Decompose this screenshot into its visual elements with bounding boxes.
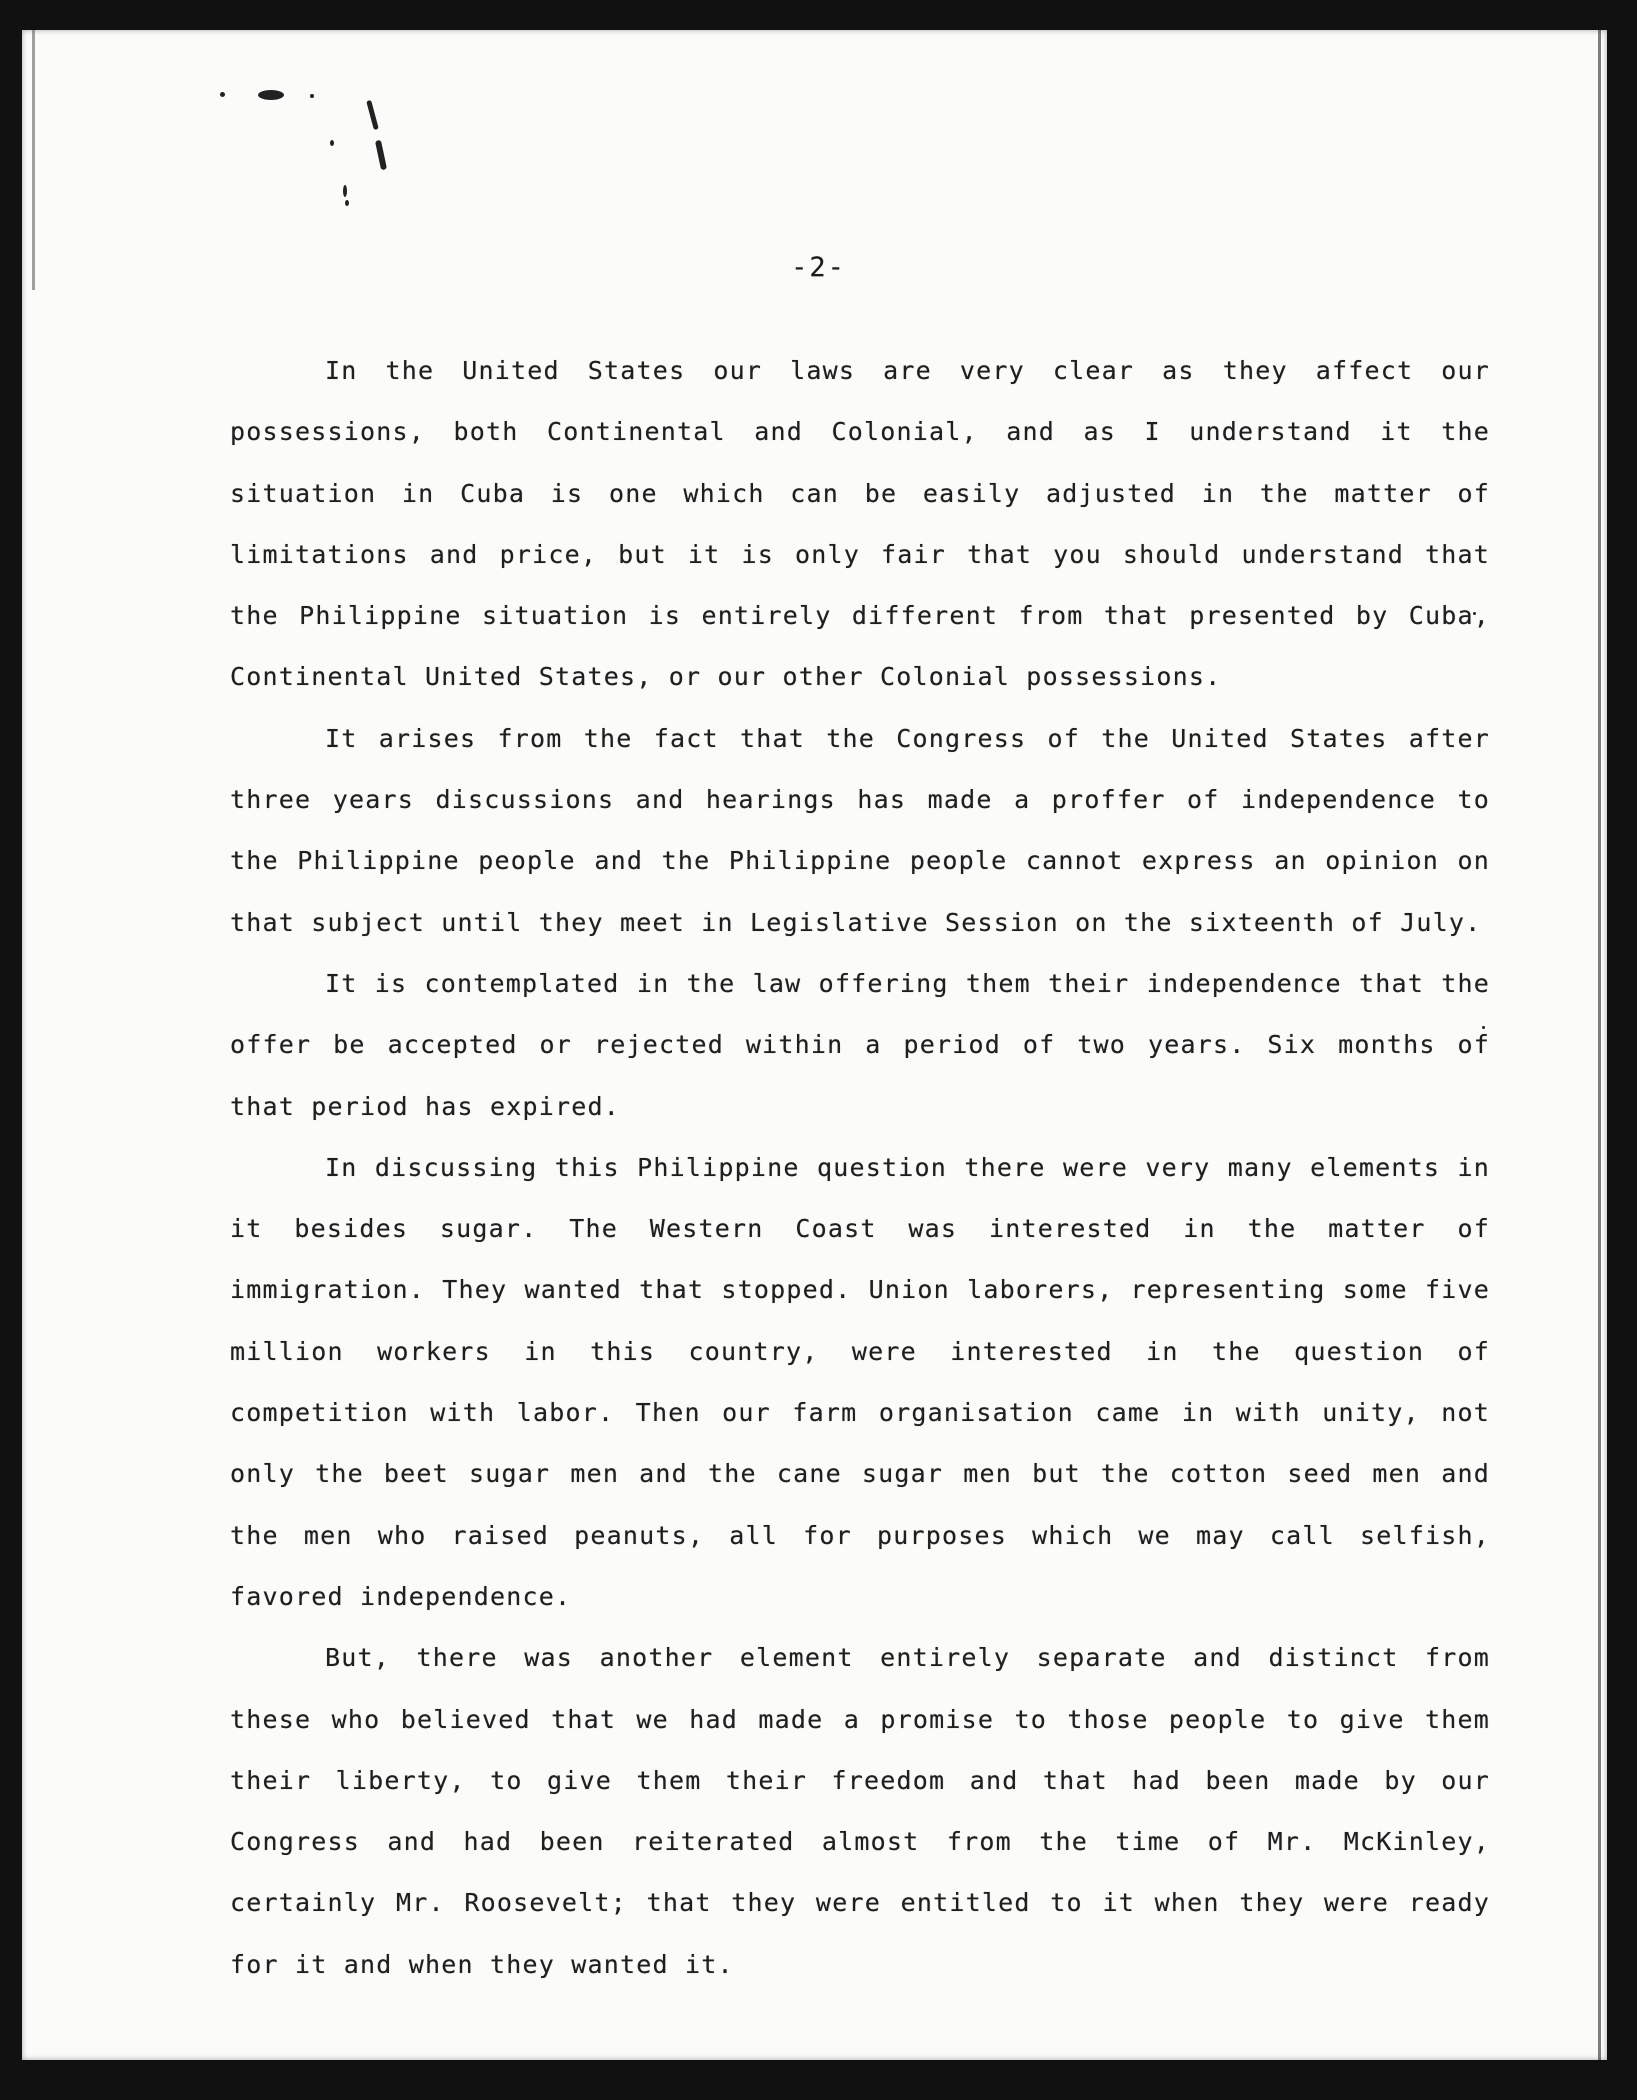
paragraph: It is contemplated in the law offering them their independence that the offer be accepted or rejected within a period of two years. Six months of that period has expired. — [230, 968, 1490, 1121]
body-text — [230, 340, 1490, 1995]
page-number: -2- — [791, 252, 846, 283]
ink-speck — [345, 200, 349, 206]
paragraph: In discussing this Philippine question there were very many elements in it besides sugar. The Western Coast was interested in the matter of immigration. They wanted that stopped. Union laborers, representing some five million workers in this country, were interested in the question of competition with labor. Then our farm organisation came in with unity, not only the beet sugar men and the cane sugar men but the cotton seed men and the men who raised peanuts, all for purposes which we may call selfish, favored independence. — [230, 1152, 1490, 1611]
ink-speck — [343, 185, 347, 197]
paragraph: It arises from the fact that the Congress of the United States after three years discussions and hearings has made a proffer of independence to the Philippine people and the Philippine people cannot express an opinion on that subject until they meet in Legislative Session on the sixteenth of July. — [230, 723, 1490, 937]
ink-speck — [220, 92, 225, 97]
paragraph: In the United States our laws are very clear as they affect our possessions, both Continental and Colonial, and as I understand it the situation in Cuba is one which can be easily adjusted in the matter of limitations and price, but it is only fair that you should understand that the Philippine situation is entirely different from that presented by Cuba, Continental United States, or our other Colonial possessions. — [230, 356, 1490, 692]
ink-speck — [330, 140, 334, 146]
ink-speck — [310, 94, 314, 98]
paper-edge-left — [32, 30, 35, 290]
ink-speck — [258, 90, 284, 100]
paragraph: But, there was another element entirely separate and distinct from these who believed that we had made a promise to those people to give them their liberty, to give them their freedom and that had been made by our Congress and had been reiterated almost from the time of Mr. McKinley, certainly Mr. Roosevelt; that they were entitled to it when they were ready for it and when they wanted it. — [230, 1643, 1490, 1979]
paper-edge-right — [1598, 30, 1601, 2060]
